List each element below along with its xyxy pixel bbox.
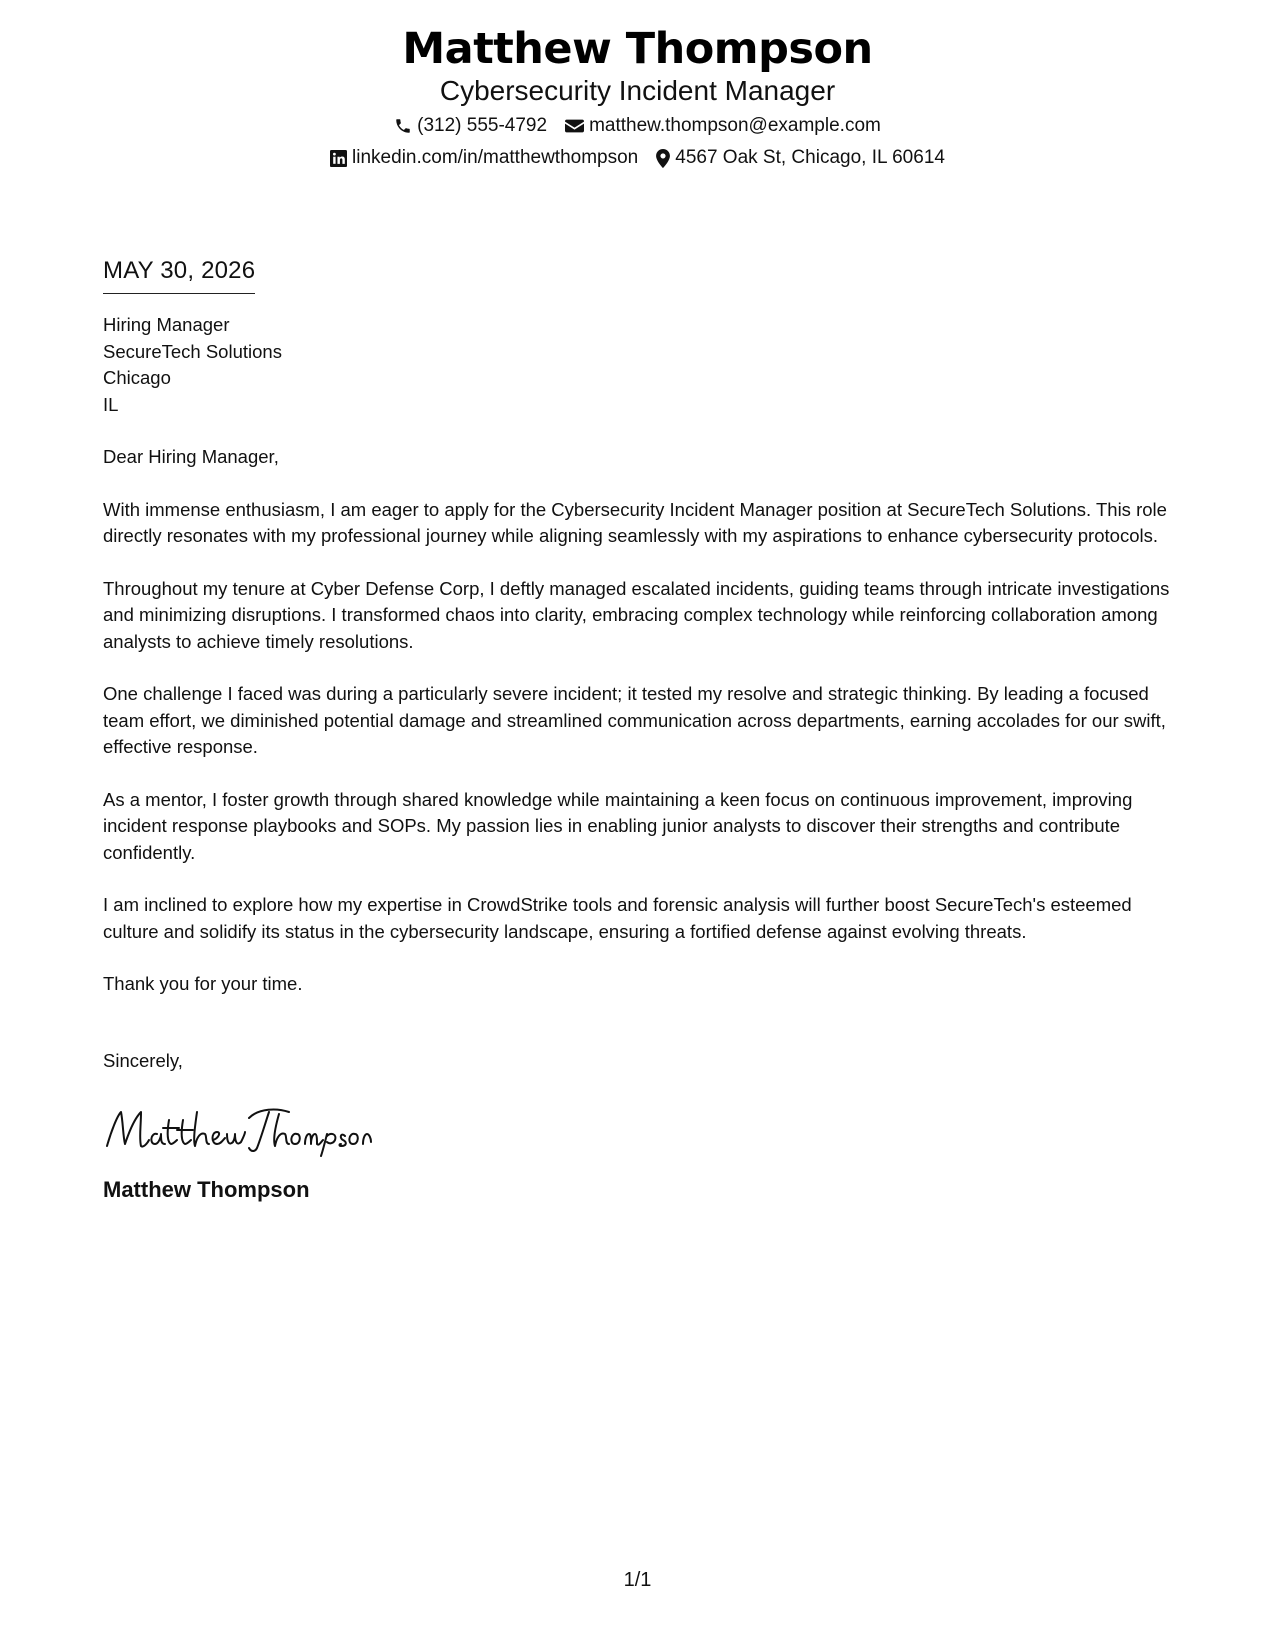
contact-row-secondary [0,146,1275,170]
email-text[interactable]: matthew.thompson@example.com [589,115,881,136]
salutation: Dear Hiring Manager, [103,446,279,467]
applicant-title: Cybersecurity Incident Manager [439,75,836,106]
map-marker-icon [656,149,670,168]
recipient-block [103,312,1173,418]
applicant-name: Matthew Thompson [402,24,873,74]
phone-text[interactable]: (312) 555-4792 [417,115,548,136]
recipient-line: SecureTech Solutions [103,340,282,362]
contact-row-primary [0,114,1275,138]
letter-header [0,22,1275,170]
recipient-line: IL [103,393,119,415]
body-paragraph: With immense enthusiasm, I am eager to apply for the Cybersecurity Incident Manager position at SecureTech Solutions. This role directly resonates with my professional journey while aligning seamlessly with my aspirations to enhance cybersecurity protocols. [103,498,1167,546]
closing: Sincerely, [103,1049,183,1071]
body-paragraph: As a mentor, I foster growth through shared knowledge while maintaining a keen focus on continuous improvement, improving incident response playbooks and SOPs. My passion lies in enabling junior analysts to discover their strengths and contribute confidently. [103,788,1133,863]
contact-email [565,114,881,138]
body-paragraph: Throughout my tenure at Cyber Defense Corp, I deftly managed escalated incidents, guiding teams through intricate investigations and minimizing disruptions. I transformed chaos into clarity, embracing complex technology while reinforcing collaboration among analysts to achieve timely resolutions. [103,577,1170,652]
body-paragraph: One challenge I faced was during a particularly severe incident; it tested my resolve and strategic thinking. By leading a focused team effort, we diminished potential damage and streamlined communication across departments, earning accolades for our swift, effective response. [103,683,1166,757]
letter-date: MAY 30, 2026 [103,255,255,294]
letter-body [103,255,1173,1204]
thank-you-line: Thank you for your time. [103,973,303,994]
phone-icon [394,117,412,135]
contact-phone [394,114,547,138]
recipient-line: Hiring Manager [103,314,230,335]
contact-address [656,146,945,170]
linkedin-text[interactable]: linkedin.com/in/matthewthompson [352,147,639,168]
handwritten-signature [103,1102,373,1158]
envelope-icon [565,118,584,134]
recipient-line: Chicago [103,367,171,388]
page-number: 1/1 [623,1569,652,1591]
linkedin-icon [330,150,347,167]
signer-name: Matthew Thompson [103,1177,310,1202]
body-paragraph: I am inclined to explore how my expertise in CrowdStrike tools and forensic analysis will further boost SecureTech's esteemed culture and solidify its status in the cybersecurity landscape, ensuring a fortified defense against evolving threats. [103,894,1132,942]
address-text: 4567 Oak St, Chicago, IL 60614 [675,147,945,168]
contact-linkedin [330,146,638,170]
